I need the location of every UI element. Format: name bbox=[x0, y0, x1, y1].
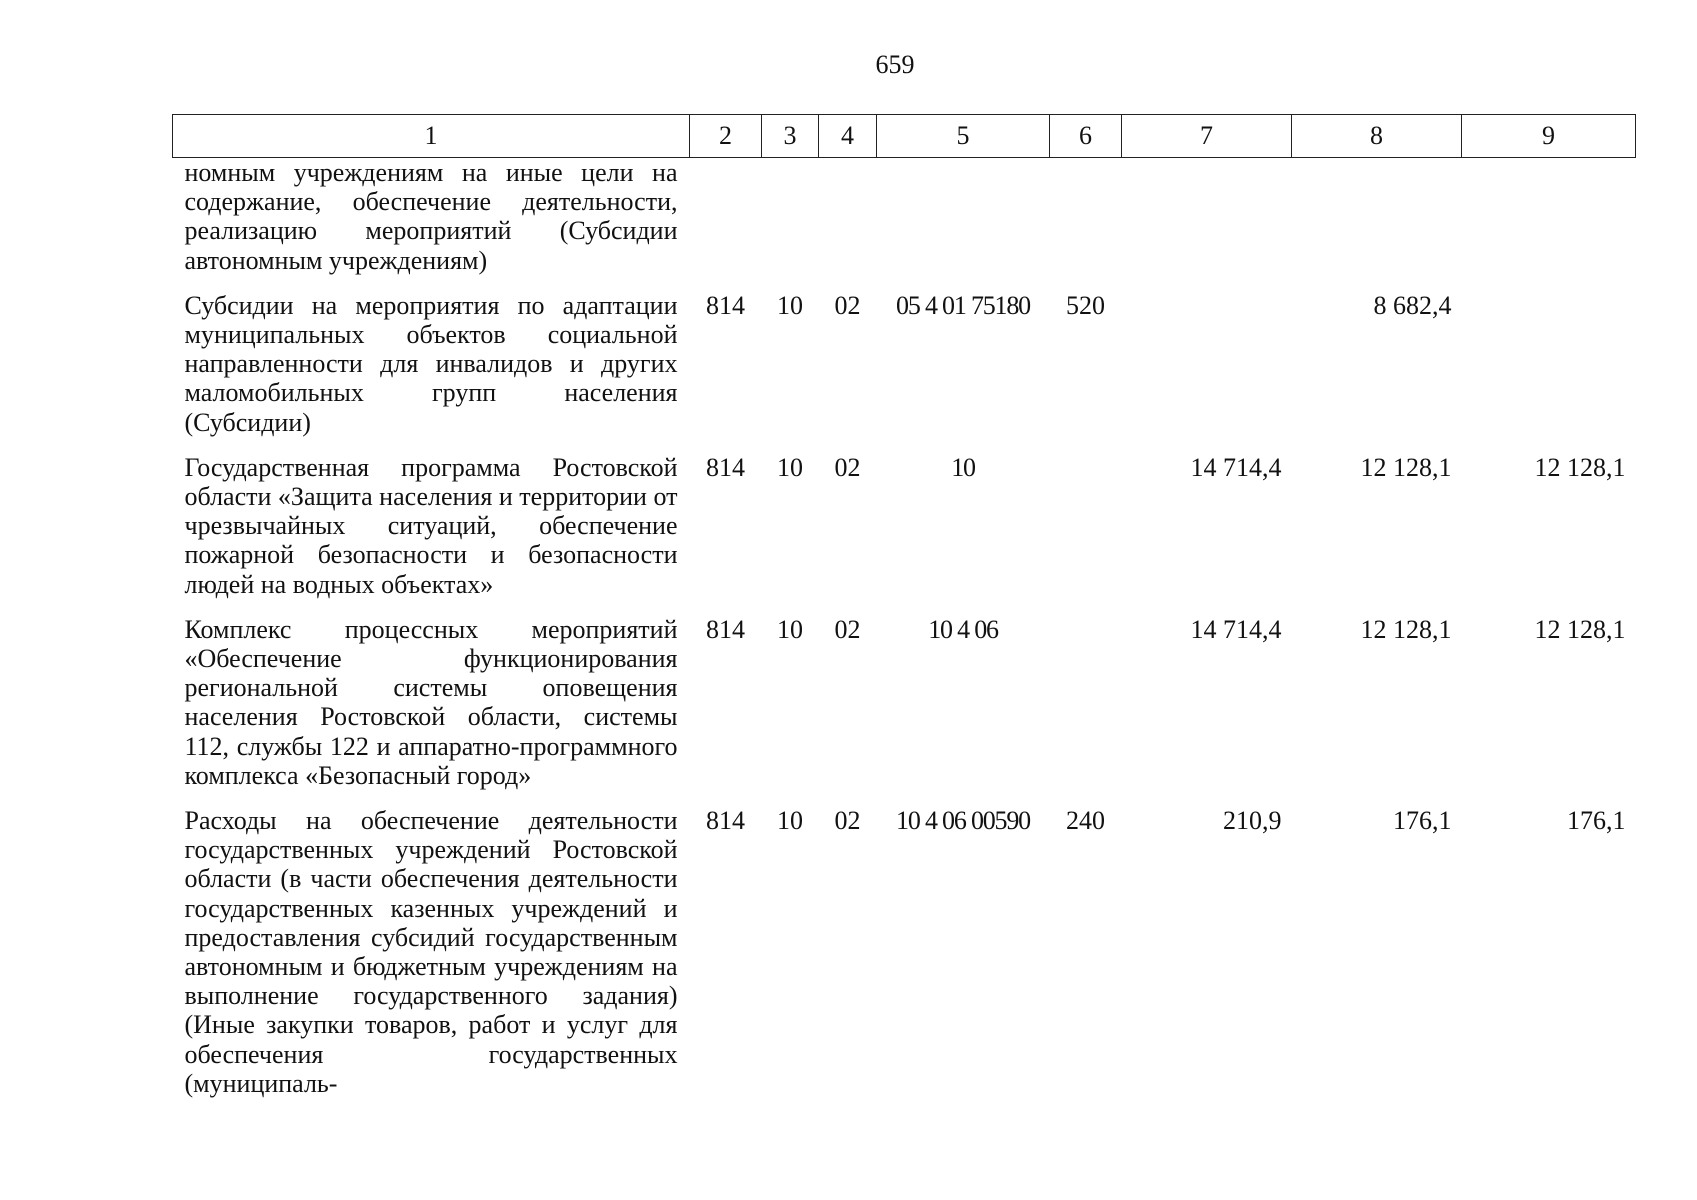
cell-col-5: 10 4 06 bbox=[928, 614, 998, 644]
row-description: Государственная программа Ростовской области «Защита населения и территории от чрезвычайных ситуаций, обеспечение пожарной безопасности и безопасности людей на водных объектах» bbox=[184, 452, 678, 599]
table-row bbox=[173, 447, 1636, 609]
header-col-3: 3 bbox=[762, 115, 819, 158]
cell-col-4: 02 bbox=[834, 290, 861, 320]
budget-table bbox=[172, 114, 1636, 1108]
page-number: 659 bbox=[875, 50, 915, 79]
cell-col-9: 176,1 bbox=[1567, 806, 1626, 836]
table-row bbox=[173, 285, 1636, 447]
cell-col-2: 814 bbox=[706, 452, 745, 482]
cell-col-7 bbox=[1122, 285, 1292, 447]
cell-col-2: 814 bbox=[706, 290, 745, 320]
header-col-2: 2 bbox=[690, 115, 762, 158]
table-row bbox=[173, 800, 1636, 1108]
cell-col-4: 02 bbox=[834, 614, 861, 644]
cell-col-8: 12 128,1 bbox=[1360, 614, 1452, 644]
cell-col-6 bbox=[1050, 447, 1122, 609]
cell-col-9: 12 128,1 bbox=[1534, 452, 1626, 482]
header-col-6: 6 bbox=[1050, 115, 1122, 158]
cell-col-2: 814 bbox=[706, 614, 745, 644]
cell-col-5: 10 4 06 00590 bbox=[896, 806, 1030, 836]
cell-col-4: 02 bbox=[834, 806, 861, 836]
cell-col-6 bbox=[1050, 158, 1122, 285]
table-header bbox=[173, 115, 1636, 158]
cell-col-7: 14 714,4 bbox=[1190, 614, 1282, 644]
row-description: Комплекс процессных мероприятий «Обеспечение функционирования региональной системы оповещения населения Ростовской области, системы 112, службы 122 и аппаратно-программного комплекса «Безопасный город» bbox=[184, 614, 678, 790]
cell-col-4: 02 bbox=[834, 452, 861, 482]
header-col-5: 5 bbox=[877, 115, 1050, 158]
cell-col-9: 12 128,1 bbox=[1534, 614, 1626, 644]
header-col-7: 7 bbox=[1122, 115, 1292, 158]
cell-col-5: 10 bbox=[951, 452, 975, 482]
cell-col-2: 814 bbox=[706, 806, 745, 836]
header-row bbox=[173, 115, 1636, 158]
cell-col-3: 10 bbox=[777, 290, 803, 320]
row-description: номным учреждениям на иные цели на содержание, обеспечение деятельности, реализацию мероприятий (Субсидии автономным учреждениям) bbox=[184, 158, 678, 275]
cell-col-8: 12 128,1 bbox=[1360, 452, 1452, 482]
cell-col-5 bbox=[877, 158, 1050, 285]
cell-col-6: 240 bbox=[1066, 806, 1105, 836]
header-col-1: 1 bbox=[173, 115, 690, 158]
cell-col-6 bbox=[1050, 609, 1122, 800]
cell-col-8 bbox=[1292, 158, 1462, 285]
table-row bbox=[173, 609, 1636, 800]
cell-col-9 bbox=[1462, 158, 1636, 285]
cell-col-3: 10 bbox=[777, 614, 803, 644]
cell-col-5: 05 4 01 75180 bbox=[896, 290, 1030, 320]
cell-col-8: 8 682,4 bbox=[1373, 290, 1452, 320]
cell-col-7: 210,9 bbox=[1223, 806, 1282, 836]
cell-col-6: 520 bbox=[1066, 290, 1105, 320]
cell-col-7 bbox=[1122, 158, 1292, 285]
table-row bbox=[173, 158, 1636, 285]
cell-col-2 bbox=[690, 158, 762, 285]
row-description: Субсидии на мероприятия по адаптации муниципальных объектов социальной направленности для инвалидов и других маломобильных групп населения (Субсидии) bbox=[184, 290, 678, 437]
cell-col-3 bbox=[762, 158, 819, 285]
cell-col-8: 176,1 bbox=[1393, 806, 1452, 836]
header-col-8: 8 bbox=[1292, 115, 1462, 158]
cell-col-7: 14 714,4 bbox=[1190, 452, 1282, 482]
cell-col-3: 10 bbox=[777, 806, 803, 836]
table-body bbox=[173, 158, 1636, 1109]
cell-col-3: 10 bbox=[777, 452, 803, 482]
cell-col-4 bbox=[819, 158, 877, 285]
header-col-4: 4 bbox=[819, 115, 877, 158]
header-col-9: 9 bbox=[1462, 115, 1636, 158]
cell-col-9 bbox=[1462, 285, 1636, 447]
row-description: Расходы на обеспечение деятельности государственных учреждений Ростовской области (в части обеспечения деятельности государственных казенных учреждений и предоставления субсидий государственным автономным и бюджетным учреждениям на выполнение государственного задания) (Иные закупки товаров, работ и услуг для обеспечения государственных (муниципаль- bbox=[184, 806, 678, 1098]
